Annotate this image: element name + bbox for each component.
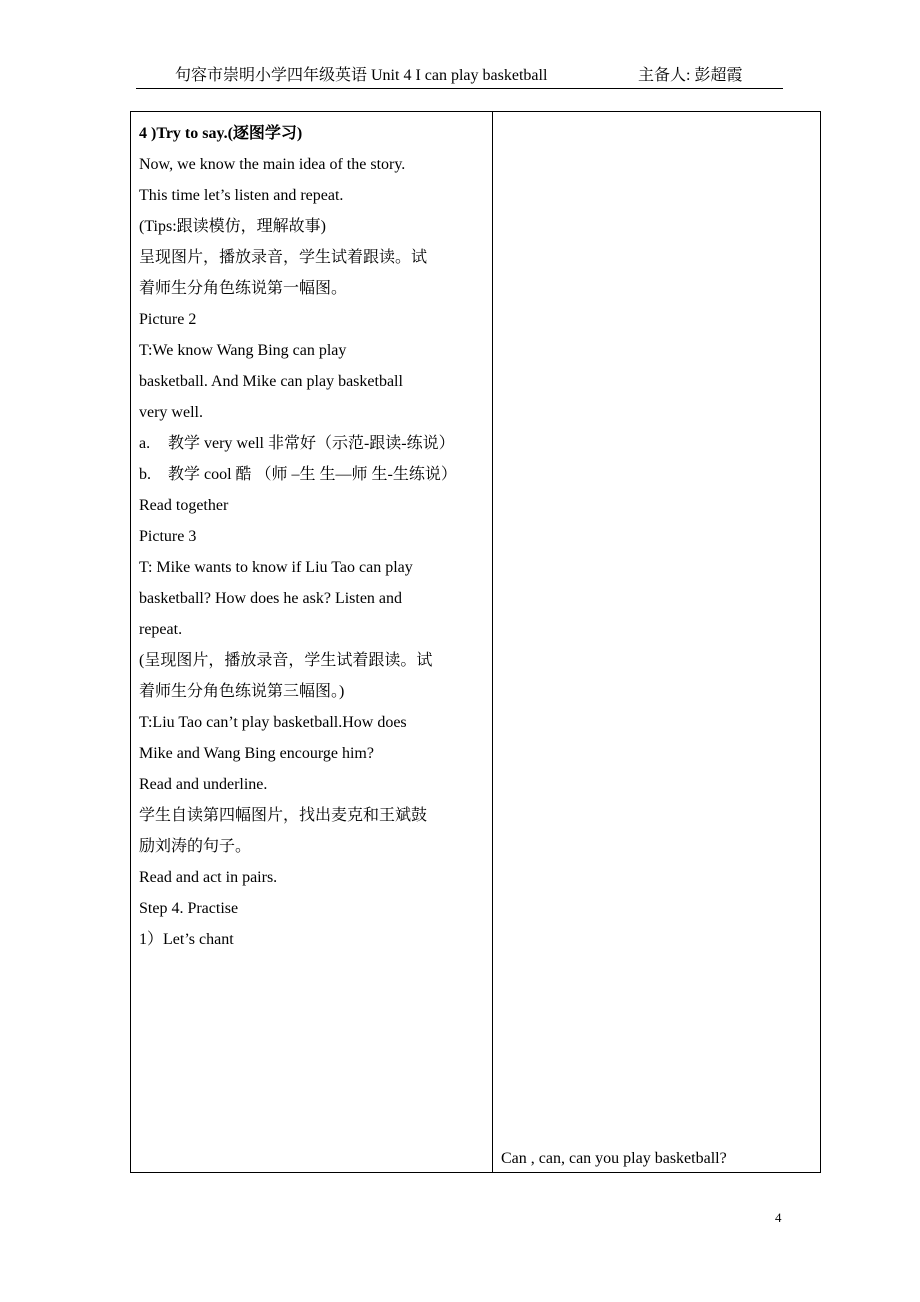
left-column: [131, 112, 493, 1173]
text-line: (呈现图片，播放录音，学生试着跟读。试: [139, 652, 433, 669]
list-text: 教学 cool 酷 （师 –生 生—师 生-生练说）: [168, 466, 457, 483]
list-item-b: [139, 459, 484, 490]
lesson-plan-table: [130, 111, 821, 1173]
header-author: 主备人: 彭超霞: [638, 67, 743, 84]
text-line: T:We know Wang Bing can play: [139, 342, 347, 359]
text-line: repeat.: [139, 621, 183, 638]
text-line: very well.: [139, 404, 203, 421]
text-line: (Tips:跟读模仿，理解故事): [139, 218, 326, 235]
text-line: 呈现图片，播放录音，学生试着跟读。试: [139, 249, 428, 266]
list-marker: b.: [139, 466, 151, 483]
list-text: 教学 very well 非常好（示范-跟读-练说）: [168, 435, 455, 452]
text-line: basketball. And Mike can play basketball: [139, 373, 403, 390]
page-number: 4: [775, 1210, 782, 1225]
text-line: 着师生分角色练说第三幅图。): [139, 683, 345, 700]
text-line: This time let’s listen and repeat.: [139, 187, 344, 204]
list-item-a: [139, 428, 484, 459]
text-line: 1）Let’s chant: [139, 931, 234, 948]
text-line: Step 4. Practise: [139, 900, 239, 917]
text-line: 学生自读第四幅图片，找出麦克和王斌鼓: [139, 807, 428, 824]
text-line: Now, we know the main idea of the story.: [139, 156, 406, 173]
text-line: 励刘涛的句子。: [139, 838, 252, 855]
text-line: Read and act in pairs.: [139, 869, 278, 886]
page-header: [175, 66, 775, 86]
text-line: Mike and Wang Bing encourge him?: [139, 745, 374, 762]
list-marker: a.: [139, 435, 151, 452]
text-line: T:Liu Tao can’t play basketball.How does: [139, 714, 407, 731]
text-line: Picture 3: [139, 528, 197, 545]
right-column: [493, 112, 821, 1173]
text-line: basketball? How does he ask? Listen and: [139, 590, 403, 607]
section-heading: 4 )Try to say.(逐图学习): [139, 125, 303, 142]
header-rule: [136, 88, 783, 89]
chant-line: Can , can, can you play basketball?: [501, 1150, 727, 1167]
text-line: T: Mike wants to know if Liu Tao can play: [139, 559, 413, 576]
text-line: 着师生分角色练说第一幅图。: [139, 280, 348, 297]
text-line: Picture 2: [139, 311, 197, 328]
text-line: Read and underline.: [139, 776, 268, 793]
header-title: 句容市崇明小学四年级英语 Unit 4 I can play basketball: [175, 67, 548, 84]
text-line: Read together: [139, 497, 229, 514]
